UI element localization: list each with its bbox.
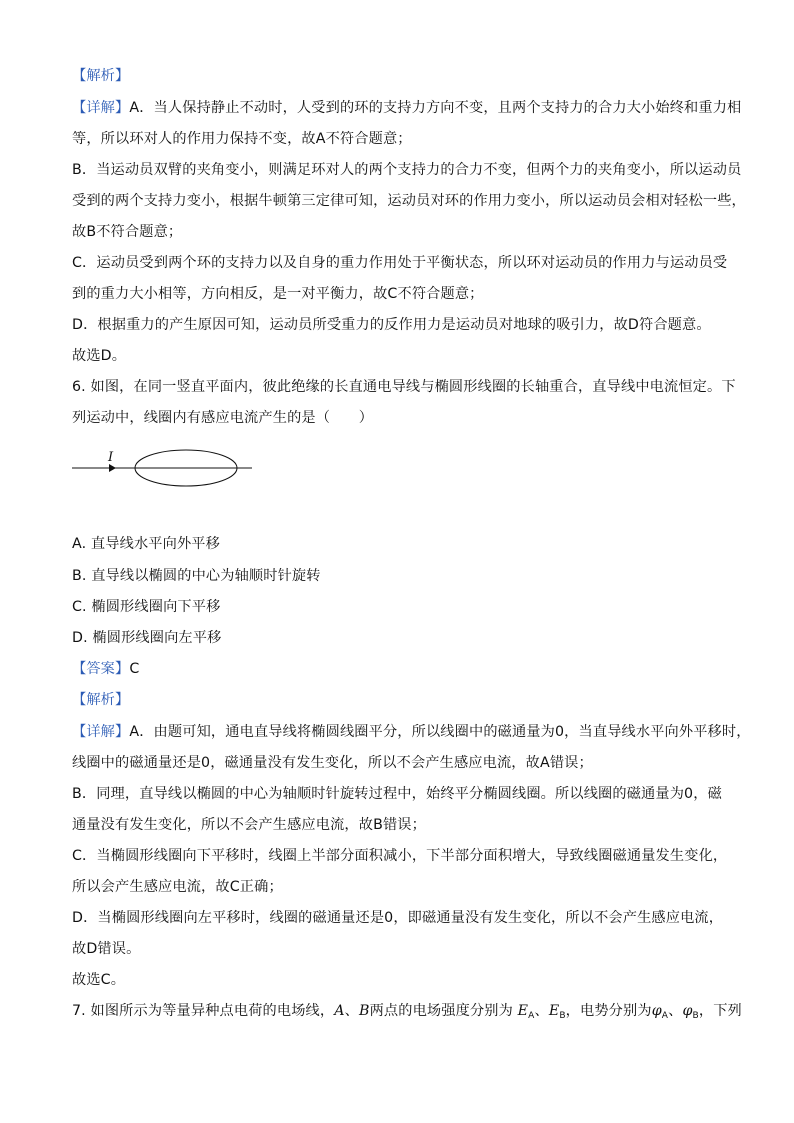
detail-line: C．当椭圆形线圈向下平移时，线圈上半部分面积减小，下半部分面积增大，导致线圈磁通量发生变化， [72, 848, 728, 864]
conclusion-line: 故选D。 [72, 348, 127, 364]
detail-line: 通量没有发生变化，所以不会产生感应电流，故B错误； [72, 817, 426, 833]
answer-value: C [129, 661, 140, 677]
question6-figure [72, 448, 272, 498]
detail-line: 线圈中的磁通量还是0，磁通量没有发生变化，所以不会产生感应电流，故A错误； [72, 755, 593, 771]
question6-stem: 列运动中，线圈内有感应电流产生的是（ ） [72, 410, 374, 426]
detail-line: B．当运动员双臂的夹角变小，则满足环对人的两个支持力的合力不变，但两个力的夹角变小，所以运动员 [72, 162, 742, 178]
detail-line: 故D错误。 [72, 941, 141, 957]
detail-line: D．根据重力的产生原因可知，运动员所受重力的反作用力是运动员对地球的吸引力，故D符合题意。 [72, 317, 711, 333]
detail-line: D．当椭圆形线圈向左平移时，线圈的磁通量还是0，即磁通量没有发生变化，所以不会产生感应电流， [72, 910, 724, 926]
answer-tag: 【答案】 [72, 661, 130, 677]
jiexi-tag-5: 【解析】 [72, 68, 130, 84]
question7-stem: 7. 如图所示为等量异种点电荷的电场线，A、B两点的电场强度分别为 $E_A$、$E_B$，电势分别为$\varphi_A$、$\varphi_B$，下列 [72, 1003, 742, 1021]
detail-tag-6: 【详解】 [72, 724, 130, 740]
option-d: D. 椭圆形线圈向左平移 [72, 630, 222, 646]
detail-line: C．运动员受到两个环的支持力以及自身的重力作用处于平衡状态，所以环对运动员的作用力与运动员受 [72, 255, 728, 271]
answer-line [72, 659, 139, 679]
option-a: A. 直导线水平向外平移 [72, 536, 220, 552]
option-b: B. 直导线以椭圆的中心为轴顺时针旋转 [72, 568, 321, 584]
question6-stem: 6. 如图，在同一竖直平面内，彼此绝缘的长直通电导线与椭圆形线圈的长轴重合，直导线中电流恒定。下 [72, 379, 736, 395]
current-arrow-icon [109, 464, 116, 472]
detail-line: 到的重力大小相等，方向相反，是一对平衡力，故C不符合题意； [72, 286, 484, 302]
detail-line: 受到的两个支持力变小，根据牛顿第三定律可知，运动员对环的作用力变小，所以运动员会相对轻松一些， [72, 193, 746, 209]
option-c: C. 椭圆形线圈向下平移 [72, 599, 221, 615]
detail-line: 【详解】A．由题可知，通电直导线将椭圆线圈平分，所以线圈中的磁通量为0，当直导线水平向外平移时， [72, 724, 751, 740]
conclusion-line: 故选C。 [72, 972, 126, 988]
detail-line: 所以会产生感应电流，故C正确； [72, 879, 283, 895]
detail-line: B．同理，直导线以椭圆的中心为轴顺时针旋转过程中，始终平分椭圆线圈。所以线圈的磁通量为0，磁 [72, 786, 722, 802]
jiexi-tag-6: 【解析】 [72, 692, 130, 708]
detail-line: 故B不符合题意； [72, 224, 183, 240]
detail-line: 【详解】A．当人保持静止不动时，人受到的环的支持力方向不变，且两个支持力的合力大小始终和重力相 [72, 100, 742, 116]
detail-line: 等，所以环对人的作用力保持不变，故A不符合题意； [72, 131, 412, 147]
current-label: I [108, 450, 114, 465]
detail-tag-5: 【详解】 [72, 100, 130, 116]
